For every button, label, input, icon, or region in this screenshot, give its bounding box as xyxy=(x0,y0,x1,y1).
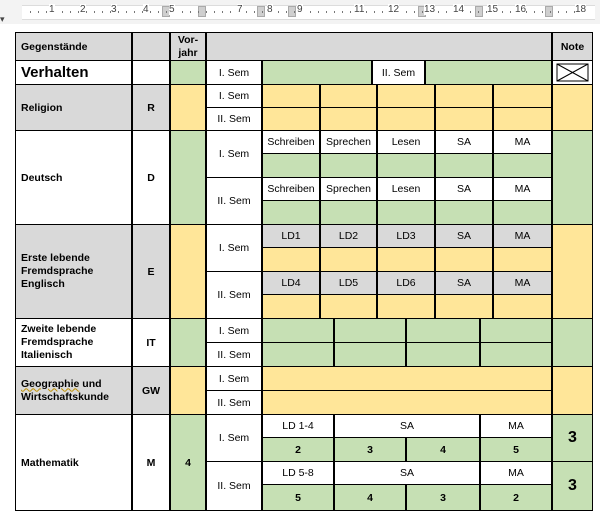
englisch-grade-cell[interactable] xyxy=(377,294,435,319)
englisch-column-head: MA xyxy=(514,230,531,242)
header-subjects: Gegenstände xyxy=(21,40,88,53)
ruler-tick xyxy=(214,11,215,13)
mathematik-grade: 2 xyxy=(295,443,301,456)
ruler-number: 3 xyxy=(111,4,117,15)
mathematik-head-sa: SA xyxy=(399,467,414,479)
ruler-tick xyxy=(62,11,63,13)
ruler-tick xyxy=(190,11,191,13)
deutsch-grade-cell[interactable] xyxy=(320,200,377,225)
deutsch-column-head: MA xyxy=(514,183,531,195)
englisch-grade-cell[interactable] xyxy=(262,247,320,272)
deutsch-note-cell[interactable] xyxy=(552,130,593,225)
italienisch-grade-cell[interactable] xyxy=(406,318,480,343)
englisch-column-head: LD5 xyxy=(338,277,359,289)
tab-selector-icon[interactable]: ▾ xyxy=(0,14,5,24)
italienisch-code: IT xyxy=(146,336,156,349)
englisch-code: E xyxy=(147,265,155,278)
ruler-tick xyxy=(310,11,311,13)
verhalten-sem2: II. Sem xyxy=(381,66,416,79)
englisch-grade-cell[interactable] xyxy=(435,294,493,319)
ruler-tick xyxy=(86,11,87,13)
deutsch-grade-cell[interactable] xyxy=(320,153,377,178)
ruler-tick xyxy=(222,11,223,13)
ruler-tick xyxy=(414,11,415,13)
englisch-column-head: LD4 xyxy=(281,277,301,289)
verhalten-label: Verhalten xyxy=(21,64,89,81)
ruler-tick xyxy=(70,11,71,13)
englisch-grade-cell[interactable] xyxy=(493,294,552,319)
mathematik-sem1: I. Sem xyxy=(218,432,250,444)
deutsch-grade-cell[interactable] xyxy=(493,153,552,178)
ruler-tick xyxy=(534,11,535,13)
ruler-tick xyxy=(382,11,383,13)
religion-grade-cell[interactable] xyxy=(435,107,493,131)
geographie-sem2: II. Sem xyxy=(217,396,251,409)
ruler-tab-marker[interactable] xyxy=(545,6,553,17)
religion-sem1: I. Sem xyxy=(218,90,250,102)
ruler-tick xyxy=(134,11,135,13)
italienisch-sem1: I. Sem xyxy=(218,324,250,337)
mathematik-code: M xyxy=(146,456,156,469)
deutsch-column-head: Sprechen xyxy=(326,183,371,195)
ruler-tick xyxy=(94,11,95,13)
ruler-tick xyxy=(150,11,151,13)
ruler-number: 13 xyxy=(424,4,436,15)
ruler-tick xyxy=(46,11,47,13)
ruler-tick xyxy=(182,11,183,13)
deutsch-column-head: SA xyxy=(456,183,471,195)
ruler-tick xyxy=(350,11,351,13)
religion-grade-cell[interactable] xyxy=(377,84,435,108)
verhalten-note-cell[interactable] xyxy=(552,60,593,85)
ruler-tick xyxy=(246,11,247,13)
geographie-sem1: I. Sem xyxy=(218,372,250,385)
verhalten-sem1-grade[interactable] xyxy=(262,60,372,85)
ruler-tick xyxy=(198,11,199,13)
ruler-tick xyxy=(118,11,119,13)
italienisch-vorjahr-cell[interactable] xyxy=(170,318,206,367)
ruler-number: 4 xyxy=(143,4,149,15)
ruler-tick xyxy=(542,11,543,13)
ruler-tick xyxy=(470,11,471,13)
religion-grade-cell[interactable] xyxy=(320,107,377,131)
englisch-column-head: SA xyxy=(456,230,471,242)
englisch-label: Erste lebende Fremdsprache Englisch xyxy=(21,252,94,290)
mathematik-grade: 3 xyxy=(440,491,446,504)
mathematik-head-sa: SA xyxy=(399,420,414,432)
deutsch-sem1: I. Sem xyxy=(218,148,250,160)
mathematik-head-ma: MA xyxy=(508,467,524,479)
religion-note-cell[interactable] xyxy=(552,84,593,131)
deutsch-grade-cell[interactable] xyxy=(493,200,552,225)
header-empty-cell[interactable] xyxy=(206,32,552,61)
deutsch-column-head: Sprechen xyxy=(326,136,371,148)
ruler-number: 11 xyxy=(354,4,365,15)
italienisch-grade-cell[interactable] xyxy=(334,318,406,343)
geographie-vorjahr-cell[interactable] xyxy=(170,366,206,415)
deutsch-grade-cell[interactable] xyxy=(377,200,435,225)
englisch-sem1: I. Sem xyxy=(218,242,250,254)
deutsch-column-head: Schreiben xyxy=(267,183,315,195)
ruler-tick xyxy=(438,11,439,13)
ruler-tick xyxy=(550,11,551,13)
ruler-number: 2 xyxy=(80,4,86,15)
ruler-tab-marker[interactable] xyxy=(198,6,206,17)
englisch-column-head: LD3 xyxy=(396,230,416,242)
ruler-tick xyxy=(206,11,207,13)
ruler-tick xyxy=(334,11,335,13)
deutsch-grade-cell[interactable] xyxy=(435,200,493,225)
ruler-tick xyxy=(374,11,375,13)
header-code-cell[interactable] xyxy=(132,32,170,61)
ruler-number: 18 xyxy=(575,4,587,15)
ruler-tick xyxy=(526,11,527,13)
document-page xyxy=(0,24,600,511)
ruler-tick xyxy=(230,11,231,13)
geographie-grade-cell[interactable] xyxy=(262,366,552,391)
englisch-grade-cell[interactable] xyxy=(493,247,552,272)
italienisch-sem2: II. Sem xyxy=(217,348,251,361)
ruler-tick xyxy=(294,11,295,13)
deutsch-column-head: SA xyxy=(456,136,471,148)
ruler-tick xyxy=(30,11,31,13)
deutsch-column-head: Lesen xyxy=(391,136,421,148)
deutsch-code: D xyxy=(147,171,155,184)
ruler-number: 12 xyxy=(388,4,400,15)
ruler-tick xyxy=(158,11,159,13)
ruler-number: 5 xyxy=(169,4,175,15)
englisch-grade-cell[interactable] xyxy=(320,294,377,319)
deutsch-label: Deutsch xyxy=(21,171,63,184)
mathematik-note-sem1: 3 xyxy=(568,429,577,446)
ruler-number: 16 xyxy=(515,4,527,15)
deutsch-grade-cell[interactable] xyxy=(435,153,493,178)
ruler-tick xyxy=(78,11,79,13)
mathematik-label: Mathematik xyxy=(21,456,79,469)
ruler-number: 14 xyxy=(453,4,465,15)
englisch-column-head: SA xyxy=(456,277,471,289)
italienisch-grade-cell[interactable] xyxy=(480,342,552,367)
religion-grade-cell[interactable] xyxy=(377,107,435,131)
englisch-grade-cell[interactable] xyxy=(262,294,320,319)
ruler-tick xyxy=(126,11,127,13)
deutsch-column-head: Schreiben xyxy=(267,136,315,148)
ruler-tick xyxy=(318,11,319,13)
verhalten-vorjahr-cell[interactable] xyxy=(170,60,206,85)
geographie-grade-cell[interactable] xyxy=(262,390,552,415)
mathematik-head-ld: LD 5-8 xyxy=(282,467,314,479)
religion-label: Religion xyxy=(21,101,63,114)
ruler-tick xyxy=(478,11,479,13)
deutsch-column-head: Lesen xyxy=(391,183,421,195)
deutsch-sem2: II. Sem xyxy=(217,195,251,207)
ruler-tab-marker[interactable] xyxy=(475,6,483,17)
deutsch-grade-cell[interactable] xyxy=(377,153,435,178)
ruler-tick xyxy=(326,11,327,13)
deutsch-grade-cell[interactable] xyxy=(262,153,320,178)
deutsch-grade-cell[interactable] xyxy=(262,200,320,225)
ruler-tick xyxy=(406,11,407,13)
deutsch-column-head: MA xyxy=(514,136,531,148)
mathematik-grade: 3 xyxy=(367,443,373,456)
italienisch-grade-cell[interactable] xyxy=(334,342,406,367)
englisch-column-head: MA xyxy=(514,277,531,289)
ruler-tab-marker[interactable] xyxy=(257,6,265,17)
ruler-tick xyxy=(558,11,559,13)
ruler-number: 9 xyxy=(297,4,303,15)
religion-grade-cell[interactable] xyxy=(320,84,377,108)
englisch-note-cell[interactable] xyxy=(552,224,593,319)
religion-sem2: II. Sem xyxy=(217,113,251,125)
ruler-tick xyxy=(254,11,255,13)
ruler-tick xyxy=(366,11,367,13)
mathematik-grade: 4 xyxy=(440,443,446,456)
mathematik-grade: 4 xyxy=(367,491,373,504)
religion-vorjahr-cell[interactable] xyxy=(170,84,206,131)
italienisch-label: Zweite lebende Fremdsprache Italienisch xyxy=(21,323,97,361)
mathematik-head-ld: LD 1-4 xyxy=(282,420,314,432)
mathematik-grade: 5 xyxy=(295,491,301,504)
ruler-tick xyxy=(422,11,423,13)
verhalten-code-cell[interactable] xyxy=(132,60,170,85)
italienisch-note-cell[interactable] xyxy=(552,318,593,367)
geographie-label xyxy=(15,366,132,415)
ruler-number: 8 xyxy=(267,4,273,15)
ruler-tick xyxy=(38,11,39,13)
religion-grade-cell[interactable] xyxy=(262,84,320,108)
mathematik-grade: 2 xyxy=(513,491,519,504)
ruler-number: 1 xyxy=(49,4,55,15)
religion-grade-cell[interactable] xyxy=(493,84,552,108)
italienisch-grade-cell[interactable] xyxy=(262,318,334,343)
verhalten-sem1: I. Sem xyxy=(218,66,250,79)
ruler-number: 7 xyxy=(237,4,243,15)
ruler-tick xyxy=(342,11,343,13)
mathematik-head-ma: MA xyxy=(508,420,524,432)
englisch-vorjahr-cell[interactable] xyxy=(170,224,206,319)
ruler-tick xyxy=(446,11,447,13)
englisch-column-head: LD2 xyxy=(338,230,359,242)
englisch-column-head: LD6 xyxy=(396,277,416,289)
englisch-grade-cell[interactable] xyxy=(435,247,493,272)
ruler-tick xyxy=(502,11,503,13)
englisch-column-head: LD1 xyxy=(281,230,301,242)
englisch-grade-cell[interactable] xyxy=(320,247,377,272)
geographie-code: GW xyxy=(141,384,161,397)
religion-grade-cell[interactable] xyxy=(435,84,493,108)
ruler-tick xyxy=(262,11,263,13)
ruler-tick xyxy=(278,11,279,13)
mathematik-note-sem2: 3 xyxy=(568,477,577,494)
religion-code: R xyxy=(147,101,155,114)
header-vorjahr: Vor- jahr xyxy=(177,33,199,59)
ruler-tick xyxy=(166,11,167,13)
mathematik-vorjahr: 4 xyxy=(185,456,191,469)
mathematik-sem2: II. Sem xyxy=(217,480,251,492)
header-note: Note xyxy=(560,40,585,53)
crossed-out-icon xyxy=(553,61,592,84)
geographie-label-rest: und Wirtschaftskunde xyxy=(21,377,110,403)
italienisch-grade-cell[interactable] xyxy=(262,342,334,367)
mathematik-grade: 5 xyxy=(513,443,519,456)
italienisch-grade-cell[interactable] xyxy=(406,342,480,367)
ruler-number: 15 xyxy=(487,4,499,15)
ruler-tick xyxy=(102,11,103,13)
verhalten-sem2-grade[interactable] xyxy=(425,60,552,85)
religion-grade-cell[interactable] xyxy=(493,107,552,131)
ruler-tick xyxy=(566,11,567,13)
deutsch-vorjahr-cell[interactable] xyxy=(170,130,206,225)
geographie-note-cell[interactable] xyxy=(552,366,593,415)
ruler-tick xyxy=(286,11,287,13)
ruler-tick xyxy=(510,11,511,13)
englisch-grade-cell[interactable] xyxy=(377,247,435,272)
englisch-sem2: II. Sem xyxy=(217,289,251,301)
italienisch-grade-cell[interactable] xyxy=(480,318,552,343)
geographie-label-word: Geographie xyxy=(21,377,80,390)
religion-grade-cell[interactable] xyxy=(262,107,320,131)
horizontal-ruler[interactable] xyxy=(0,0,600,25)
